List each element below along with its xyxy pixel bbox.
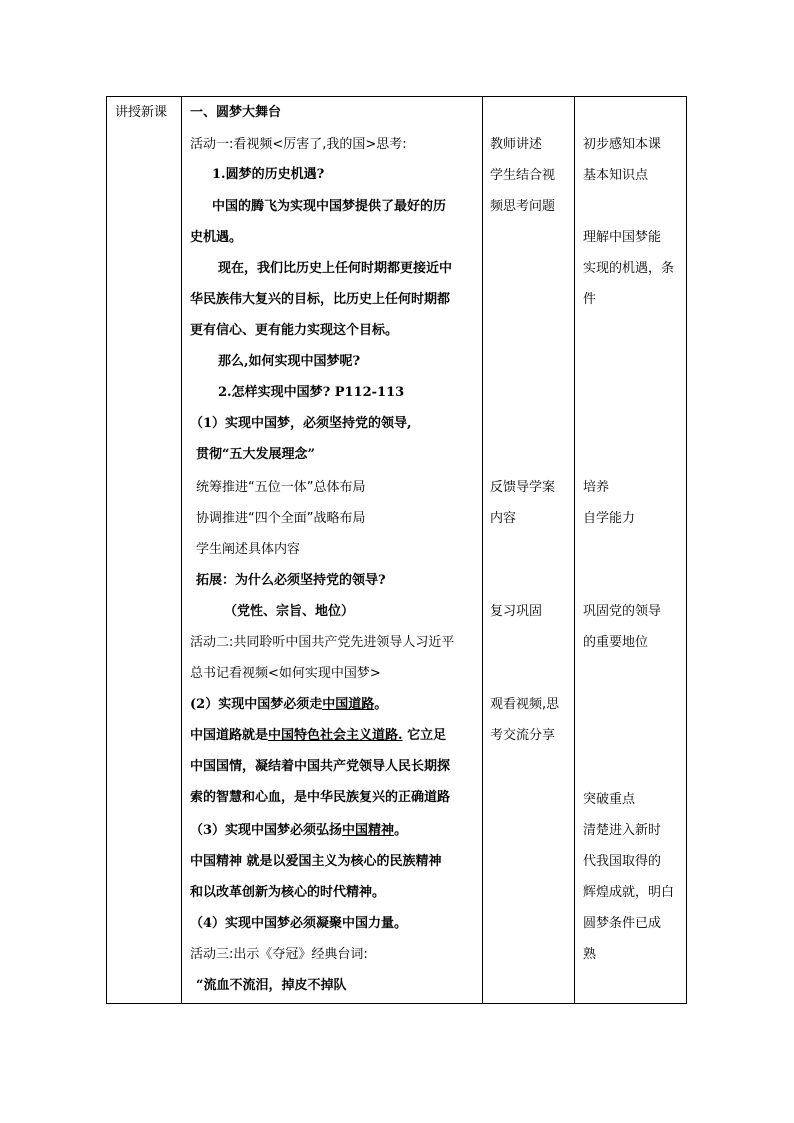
- paragraph-line: 索的智慧和心血，是中华民族复兴的正确道路: [190, 790, 451, 805]
- list-item: （1）实现中国梦，必须坚持党的领导,: [190, 416, 412, 431]
- design-intent: 巩固党的领导: [583, 604, 662, 619]
- paragraph-line: 中国道路就是中国特色社会主义道路. 它立足: [190, 728, 447, 743]
- lesson-plan-table: [106, 96, 687, 1004]
- paragraph-line: 中国国情，凝结着中国共产党领导人民长期探: [190, 759, 451, 774]
- paragraph-line: 华民族伟大复兴的目标，比历史上任何时期都: [190, 292, 451, 307]
- teacher-activity: 观看视频,思: [490, 697, 560, 712]
- teacher-activity: 内容: [490, 511, 517, 526]
- paragraph-line: 中国的腾飞为实现中国梦提供了最好的历: [212, 199, 447, 214]
- paragraph-line: 和以改革创新为核心的时代精神。: [190, 885, 386, 900]
- paragraph-line: 中国精神 就是以爱国主义为核心的民族精神: [190, 854, 442, 869]
- column-divider: [181, 97, 182, 1003]
- list-item: 协调推进“四个全面”战略布局: [196, 511, 366, 526]
- underlined-term: 中国特色社会主义道路.: [268, 728, 403, 743]
- list-item: 贯彻“五大发展理念”: [196, 447, 315, 462]
- design-intent: 的重要地位: [583, 635, 649, 650]
- paragraph-line: 更有信心、更有能力实现这个目标。: [190, 323, 399, 338]
- list-item: （3）实现中国梦必须弘扬中国精神。: [190, 823, 408, 838]
- column-divider: [574, 97, 575, 1003]
- activity-2: 总书记看视频<如何实现中国梦>: [190, 666, 381, 681]
- teacher-activity: 考交流分享: [490, 728, 556, 743]
- teacher-activity: 反馈导学案: [490, 480, 556, 495]
- design-intent: 圆梦条件已成: [583, 916, 662, 931]
- teacher-activity: 频思考问题: [490, 199, 556, 214]
- list-item: （4）实现中国梦必须凝聚中国力量。: [190, 916, 408, 931]
- design-intent: 熟: [583, 947, 597, 962]
- teacher-activity: 复习巩固: [490, 604, 543, 619]
- teacher-activity: 教师讲述: [490, 137, 543, 152]
- extension-question: 拓展：为什么必须坚持党的领导?: [196, 573, 386, 588]
- design-intent: 清楚进入新时: [583, 823, 662, 838]
- activity-2: 活动二:共同聆听中国共产党先进领导人习近平: [190, 635, 455, 650]
- list-item: 学生阐述具体内容: [196, 542, 301, 557]
- design-intent: 辉煌成就，明白: [583, 885, 675, 900]
- design-intent: 基本知识点: [583, 168, 649, 183]
- design-intent: 件: [583, 292, 597, 307]
- list-item: (2）实现中国梦必须走中国道路。: [190, 697, 388, 712]
- activity-3: 活动三:出示《夺冠》经典台词:: [190, 947, 368, 962]
- extension-answer: （党性、宗旨、地位）: [224, 604, 355, 619]
- design-intent: 代我国取得的: [583, 854, 662, 869]
- list-item: 统筹推进“五位一体”总体布局: [196, 480, 366, 495]
- activity-1: 活动一:看视频<厉害了,我的国>思考:: [190, 137, 407, 152]
- quote-line: “流血不流泪，掉皮不掉队: [196, 978, 347, 993]
- design-intent: 培养: [583, 480, 610, 495]
- content-heading: 一、圆梦大舞台: [190, 105, 282, 120]
- design-intent: 突破重点: [583, 792, 636, 807]
- paragraph-line: 现在，我们比历史上任何时期都更接近中: [218, 261, 453, 276]
- paragraph-line: 史机遇。: [190, 230, 243, 245]
- section-label: 讲授新课: [115, 105, 168, 120]
- design-intent: 初步感知本课: [583, 137, 662, 152]
- design-intent: 自学能力: [583, 511, 636, 526]
- underlined-term: 中国精神: [342, 823, 395, 838]
- question-1: 1.圆梦的历史机遇?: [212, 167, 325, 182]
- design-intent: 理解中国梦能: [583, 230, 662, 245]
- teacher-activity: 学生结合视: [490, 168, 556, 183]
- underlined-term: 中国道路: [322, 697, 375, 712]
- column-divider: [482, 97, 483, 1003]
- design-intent: 实现的机遇，条: [583, 261, 675, 276]
- question-2: 2.怎样实现中国梦? P112-113: [218, 385, 405, 400]
- paragraph-line: 那么,如何实现中国梦呢?: [218, 354, 361, 369]
